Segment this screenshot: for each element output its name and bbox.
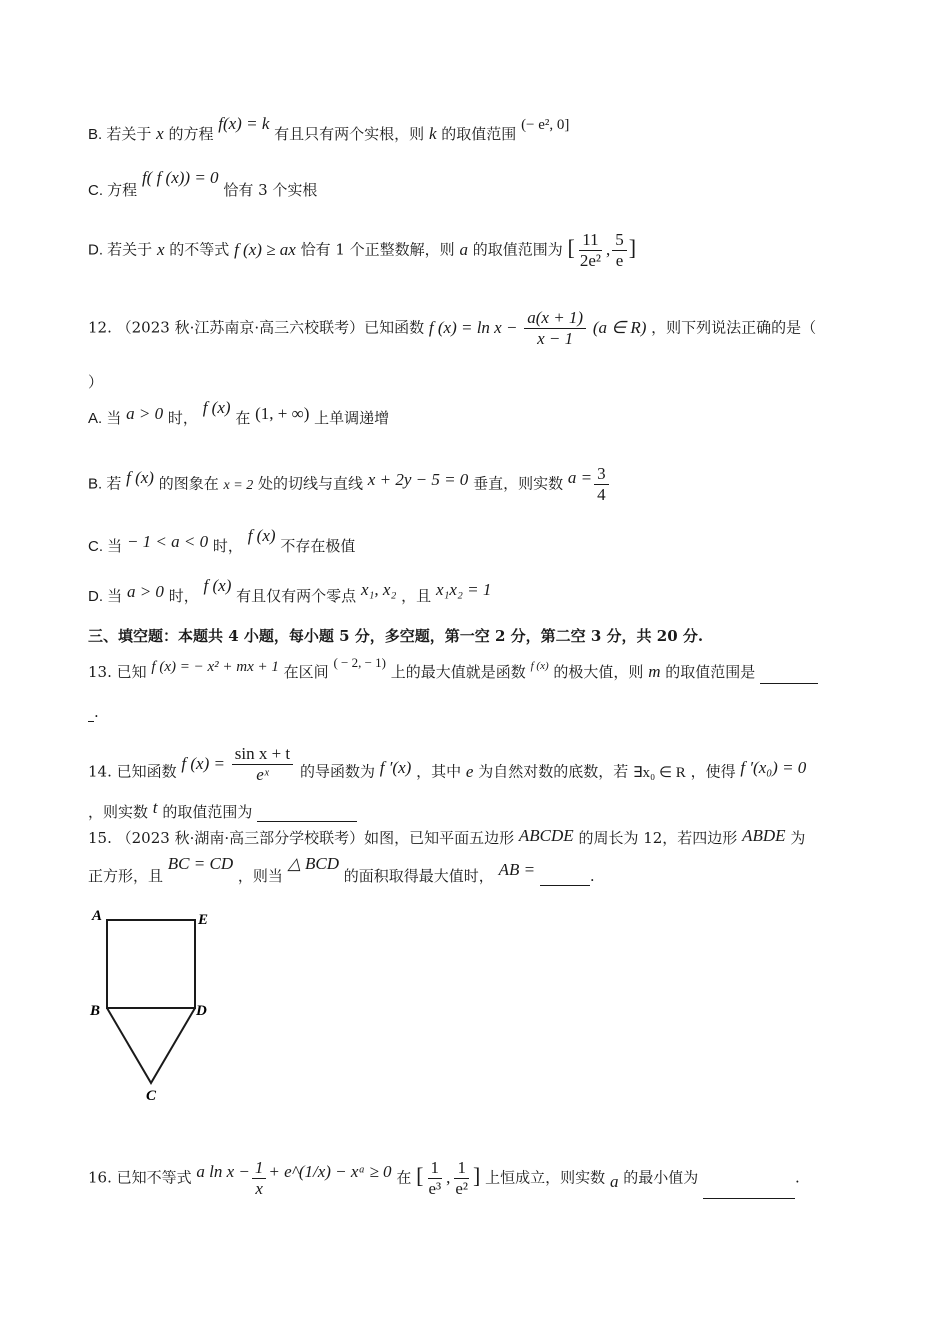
q13-tail: . bbox=[88, 702, 99, 722]
vertex-label-e: E bbox=[198, 912, 209, 928]
section-3-heading: 三、填空题：本题共 4 小题，每小题 5 分，多空题，第一空 2 分，第二空 3 分，共 20 分. bbox=[88, 627, 704, 645]
q16-fraction: $\frac{1}{x}$ bbox=[252, 1158, 267, 1199]
q13-stem: 13. 已知 f (x) = − x² + mx + 1 在区间 ( − 2, − 1) 上的最大值就是函数 f (x) 的极大值，则 m 的取值范围是 bbox=[88, 662, 818, 684]
vertex-label-a: A bbox=[92, 908, 103, 924]
pentagon-figure bbox=[86, 900, 226, 1110]
q15-stem: 15. （2023 秋·湖南·高三部分学校联考）如图，已知平面五边形 ABCDE 的周长为 12，若四边形 ABDE 为 bbox=[88, 826, 806, 847]
q14-stem-cont: ，则实数 t 的取值范围为 bbox=[88, 802, 357, 822]
q16-range-right: $\frac{1}{\text{e²}}$ bbox=[455, 1158, 469, 1198]
q14-answer-blank[interactable] bbox=[257, 807, 357, 822]
q16-range-left: $\frac{1}{\text{e³}}$ bbox=[428, 1158, 442, 1198]
q13-answer-blank[interactable] bbox=[760, 669, 818, 684]
q16-stem: 16. 已知不等式 a ln x − $\frac{1}{x}$ + e^(1/x) − xᵃ ≥ 0 在 [ $\frac{1}{\text{e³}}$ , $\frac{1}{\text{e²}}$ ] 上恒成立，则实数 a 的最小值为 . bbox=[88, 1158, 800, 1198]
q16-answer-blank[interactable] bbox=[703, 1184, 795, 1199]
q11-option-d: D. 若关于 x 的不等式 f (x) ≥ ax 恰有 1 个正整数解，则 a 的取值范围为 [ $\frac{11}{\text{2e²}}$ , $\frac{5}{e}$ ] bbox=[88, 230, 637, 270]
q12-stem-close: ） bbox=[88, 373, 104, 391]
q11-option-c: C. 方程 f( f (x)) = 0 恰有 3 个实根 bbox=[88, 168, 318, 199]
q12-stem: 12. （2023 秋·江苏南京·高三六校联考）已知函数 f (x) = ln x − $\frac{a(x + 1)}{x - 1}$ (a ∈ R) ，则下列说法正确的是（ bbox=[88, 308, 817, 348]
range-left-fraction: $\frac{11}{\text{2e²}}$ bbox=[579, 230, 602, 270]
q14-stem: 14. 已知函数 f (x) = $\frac{\text{sin x + t}}{\text{eˣ}}$ 的导函数为 f ′(x) ，其中 e 为自然对数的底数，若 ∃x₀ ∈ R ，使得 f ′(x₀) = 0 bbox=[88, 744, 807, 784]
q15-stem-cont: 正方形，且 BC = CD ，则当 △ BCD 的面积取得最大值时， AB = . bbox=[88, 854, 595, 885]
vertex-label-d: D bbox=[196, 1003, 207, 1019]
vertex-label-b: B bbox=[90, 1003, 101, 1019]
triangle-bcd bbox=[107, 1008, 195, 1083]
q14-fraction: $\frac{\text{sin x + t}}{\text{eˣ}}$ bbox=[232, 744, 293, 785]
q12-option-c: C. 当 − 1 < a < 0 时， f (x) 不存在极值 bbox=[88, 526, 356, 555]
q12-fraction: $\frac{a(x + 1)}{x - 1}$ bbox=[524, 308, 586, 349]
q12-option-b: B. 若 f (x) 的图象在 x = 2 处的切线与直线 x + 2y − 5 = 0 垂直，则实数 a = $\frac{3}{4}$ bbox=[88, 464, 611, 505]
q11-option-b: B. 若关于 x 的方程 f(x) = k 有且只有两个实根，则 k 的取值范围 (− e², 0] bbox=[88, 114, 570, 143]
q12-option-d: D. 当 a > 0 时， f (x) 有且仅有两个零点 x₁, x₂ ，且 x₁x₂ = 1 bbox=[88, 576, 492, 605]
q12-option-a: A. 当 a > 0 时， f (x) 在 (1, + ∞) 上单调递增 bbox=[88, 398, 390, 427]
q15-answer-blank[interactable] bbox=[540, 871, 590, 886]
range-right-fraction: $\frac{5}{e}$ bbox=[612, 230, 627, 271]
q12-b-fraction: $\frac{3}{4}$ bbox=[594, 464, 609, 505]
square-abde bbox=[107, 920, 195, 1008]
vertex-label-c: C bbox=[146, 1088, 157, 1104]
